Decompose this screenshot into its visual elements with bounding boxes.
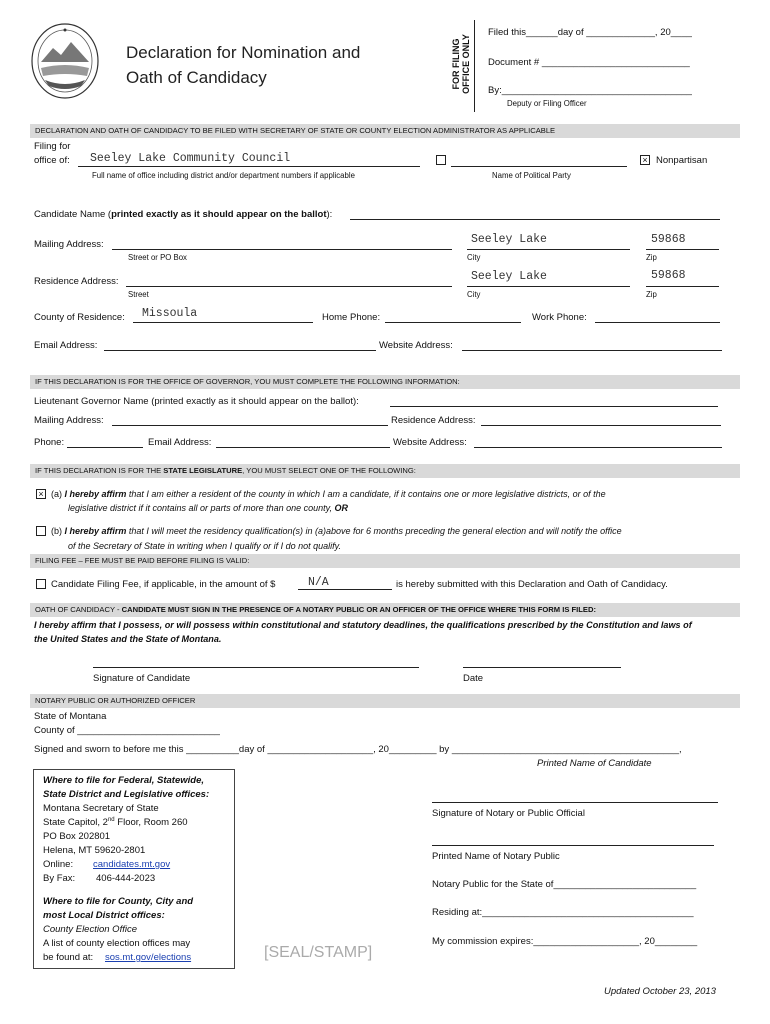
- where-fax-label: By Fax:: [43, 873, 76, 884]
- office-use-line1: FOR FILING: [451, 38, 461, 90]
- mailing-city-line: [467, 249, 630, 250]
- section-fee-header: FILING FEE – FEE MUST BE PAID BEFORE FILING IS VALID:: [30, 554, 740, 568]
- residence-label: Residence Address:: [34, 276, 119, 287]
- where-heading-1b: State District and Legislative offices:: [43, 789, 210, 800]
- fee-text-a: Candidate Filing Fee, if applicable, in the amount of $: [51, 579, 276, 590]
- option-a-or: OR: [334, 503, 348, 513]
- gov-email-label: Email Address:: [148, 437, 212, 448]
- notary-signature-field[interactable]: [432, 802, 718, 803]
- notary-commission-field[interactable]: My commission expires:____________________, 20________: [432, 936, 698, 947]
- fee-line: [298, 589, 392, 590]
- gov-residence-field[interactable]: [481, 425, 721, 426]
- date-field[interactable]: [463, 667, 621, 668]
- legislature-header-b: STATE LEGISLATURE: [163, 466, 243, 475]
- office-use-divider: [474, 20, 475, 112]
- seal-stamp-placeholder: [SEAL/STAMP]: [264, 944, 373, 961]
- where-county-office: County Election Office: [43, 924, 137, 935]
- where-capitol-a: State Capitol, 2: [43, 817, 108, 829]
- option-b-text2: of the Secretary of State in writing when I qualify or if I do not qualify.: [68, 541, 341, 551]
- document-number[interactable]: Document # ____________________________: [488, 57, 690, 68]
- legislature-header-c: , YOU MUST SELECT ONE OF THE FOLLOWING:: [242, 466, 416, 475]
- where-heading-1a: Where to file for Federal, Statewide,: [43, 775, 205, 786]
- candidates-link[interactable]: candidates.mt.gov: [93, 859, 171, 870]
- notary-residing-field[interactable]: Residing at:________________________________________: [432, 907, 694, 918]
- gov-phone-label: Phone:: [34, 437, 65, 448]
- office-of-label: office of:: [34, 155, 70, 166]
- candidate-name-label-b: printed exactly as it should appear on the ballot: [111, 209, 327, 220]
- party-note: Name of Political Party: [492, 171, 571, 180]
- fee-field[interactable]: N/A: [308, 576, 329, 589]
- notary-printed-name-label: Printed Name of Notary Public: [432, 851, 560, 862]
- county-residence-label: County of Residence:: [34, 312, 125, 323]
- residence-city-line: [467, 286, 630, 287]
- where-capitol: [43, 817, 188, 828]
- filing-for-label: Filing for: [34, 141, 71, 152]
- candidate-name-label-c: ):: [326, 209, 333, 220]
- form-title-line2: Oath of Candidacy: [126, 68, 267, 87]
- sworn-line[interactable]: Signed and sworn to before me this __________day of ____________________, 20_________ by ___________________________________________,: [34, 744, 682, 755]
- county-residence-field[interactable]: Missoula: [142, 307, 198, 320]
- office-field[interactable]: Seeley Lake Community Council: [90, 152, 291, 165]
- residence-street-field[interactable]: [126, 286, 452, 287]
- where-heading-2a: Where to file for County, City and: [43, 896, 194, 907]
- section-oath-header: [30, 603, 740, 617]
- where-pobox: PO Box 202801: [43, 831, 111, 842]
- section-legislature-header: [30, 464, 740, 478]
- candidate-signature-label: Signature of Candidate: [93, 673, 191, 684]
- state-seal-logo: [31, 22, 99, 100]
- option-b-bold: I hereby affirm: [64, 526, 127, 536]
- residence-city-field[interactable]: Seeley Lake: [471, 270, 547, 283]
- nonpartisan-label: Nonpartisan: [656, 155, 708, 166]
- res-city-note: City: [467, 290, 481, 299]
- lt-gov-label: Lieutenant Governor Name (printed exactly as it should appear on the ballot):: [34, 396, 359, 407]
- printed-name-candidate-label: Printed Name of Candidate: [537, 758, 652, 769]
- office-use-line2: OFFICE ONLY: [461, 34, 471, 94]
- notary-printed-name-field[interactable]: [432, 845, 714, 846]
- where-county-list: A list of county election offices may: [43, 938, 191, 949]
- gov-mailing-label: Mailing Address:: [34, 415, 104, 426]
- party-checkbox[interactable]: [436, 155, 446, 165]
- email-field[interactable]: [104, 350, 376, 351]
- res-zip-note: Zip: [646, 290, 657, 299]
- where-found-at: be found at:: [43, 952, 94, 963]
- mailing-city-field[interactable]: Seeley Lake: [471, 233, 547, 246]
- gov-website-field[interactable]: [474, 447, 722, 448]
- mailing-street-field[interactable]: [112, 249, 452, 250]
- residence-zip-field[interactable]: 59868: [651, 269, 686, 282]
- notary-state-field[interactable]: Notary Public for the State of___________________________: [432, 879, 697, 890]
- fee-checkbox[interactable]: [36, 579, 46, 589]
- option-a-body2: legislative district if it contains all or parts of more than one county,: [68, 503, 335, 513]
- filed-by[interactable]: By:____________________________________: [488, 85, 692, 96]
- option-a-label: (a): [51, 489, 62, 499]
- office-use-label: [451, 29, 473, 99]
- option-b-body: that I will meet the residency qualification(s) in (a)above for 6 months preceding the general election and will notify the office: [126, 526, 622, 536]
- option-b-checkbox[interactable]: [36, 526, 46, 536]
- oath-header-a: OATH OF CANDIDACY -: [35, 605, 122, 614]
- fee-text-b: is hereby submitted with this Declaration and Oath of Candidacy.: [396, 579, 668, 590]
- candidate-name-field[interactable]: [350, 219, 720, 220]
- office-note: Full name of office including district and/or department numbers if applicable: [92, 171, 355, 180]
- gov-phone-field[interactable]: [67, 447, 143, 448]
- email-label: Email Address:: [34, 340, 98, 351]
- state-of-montana: State of Montana: [34, 711, 107, 722]
- work-phone-field[interactable]: [595, 322, 720, 323]
- where-sos: Montana Secretary of State: [43, 803, 159, 814]
- legislature-header-a: IF THIS DECLARATION IS FOR THE: [35, 466, 164, 475]
- lt-gov-field[interactable]: [390, 406, 718, 407]
- date-label: Date: [463, 673, 484, 684]
- city-note: City: [467, 253, 481, 262]
- notary-signature-label: Signature of Notary or Public Official: [432, 808, 585, 819]
- mailing-zip-line: [646, 249, 719, 250]
- where-online-label: Online:: [43, 859, 74, 870]
- option-a-checkbox[interactable]: ×: [36, 489, 46, 499]
- section-declaration-header: DECLARATION AND OATH OF CANDIDACY TO BE FILED WITH SECRETARY OF STATE OR COUNTY ELECTION ADMINISTRATOR AS APPLICABLE: [30, 124, 740, 138]
- oath-text-1: I hereby affirm that I possess, or will possess within constitutional and statutory deadlines, the qualifications prescribed by the Constitution and laws of: [34, 620, 692, 630]
- section-notary-header: NOTARY PUBLIC OR AUTHORIZED OFFICER: [30, 694, 740, 708]
- street-po-note: Street or PO Box: [128, 253, 187, 262]
- gov-email-field[interactable]: [216, 447, 390, 448]
- residence-zip-line: [646, 286, 719, 287]
- filed-line[interactable]: Filed this______day of _____________, 20____: [488, 27, 692, 38]
- option-b-label: (b): [51, 526, 62, 536]
- oath-text-2: the United States and the State of Montana.: [34, 634, 222, 644]
- home-phone-field[interactable]: [385, 322, 521, 323]
- website-field[interactable]: [462, 350, 722, 351]
- mailing-label: Mailing Address:: [34, 239, 104, 250]
- notary-county-field[interactable]: County of ___________________________: [34, 725, 220, 736]
- gov-mailing-field[interactable]: [112, 425, 388, 426]
- option-a-text2: [68, 503, 348, 513]
- where-heading-2b: most Local District offices:: [43, 910, 165, 921]
- elections-link[interactable]: sos.mt.gov/elections: [105, 952, 192, 963]
- section-governor-header: IF THIS DECLARATION IS FOR THE OFFICE OF GOVERNOR, YOU MUST COMPLETE THE FOLLOWING INFORMATION:: [30, 375, 740, 389]
- county-residence-line: [133, 322, 313, 323]
- work-phone-label: Work Phone:: [532, 312, 587, 323]
- deputy-label: Deputy or Filing Officer: [507, 99, 587, 108]
- home-phone-label: Home Phone:: [322, 312, 381, 323]
- gov-residence-label: Residence Address:: [391, 415, 476, 426]
- candidate-name-label-a: Candidate Name (: [34, 209, 112, 220]
- nonpartisan-checkbox[interactable]: ×: [640, 155, 650, 165]
- form-title-line1: Declaration for Nomination and: [126, 43, 361, 62]
- updated-date: Updated October 23, 2013: [604, 986, 716, 997]
- mailing-zip-field[interactable]: 59868: [651, 233, 686, 246]
- website-label: Website Address:: [379, 340, 453, 351]
- zip-note: Zip: [646, 253, 657, 262]
- office-line: [78, 166, 420, 167]
- party-line[interactable]: [451, 166, 627, 167]
- option-a-bold: I hereby affirm: [64, 489, 127, 499]
- where-capitol-sup: nd: [107, 817, 115, 823]
- candidate-signature-field[interactable]: [93, 667, 419, 668]
- where-city: Helena, MT 59620-2801: [43, 845, 146, 856]
- option-a-text: [51, 489, 606, 499]
- option-b-text: [51, 526, 622, 536]
- gov-website-label: Website Address:: [393, 437, 467, 448]
- where-fax: 406-444-2023: [96, 873, 156, 884]
- oath-header-b: CANDIDATE MUST SIGN IN THE PRESENCE OF A NOTARY PUBLIC OR AN OFFICER OF THE OFFICE WHERE THIS FORM IS FILED:: [121, 605, 596, 614]
- option-a-body: that I am either a resident of the county in which I am a candidate, if it contains one or more legislative districts, or of the: [126, 489, 606, 499]
- where-capitol-b: Floor, Room 260: [114, 817, 188, 829]
- candidate-name-label: [34, 209, 332, 220]
- street-note: Street: [128, 290, 149, 299]
